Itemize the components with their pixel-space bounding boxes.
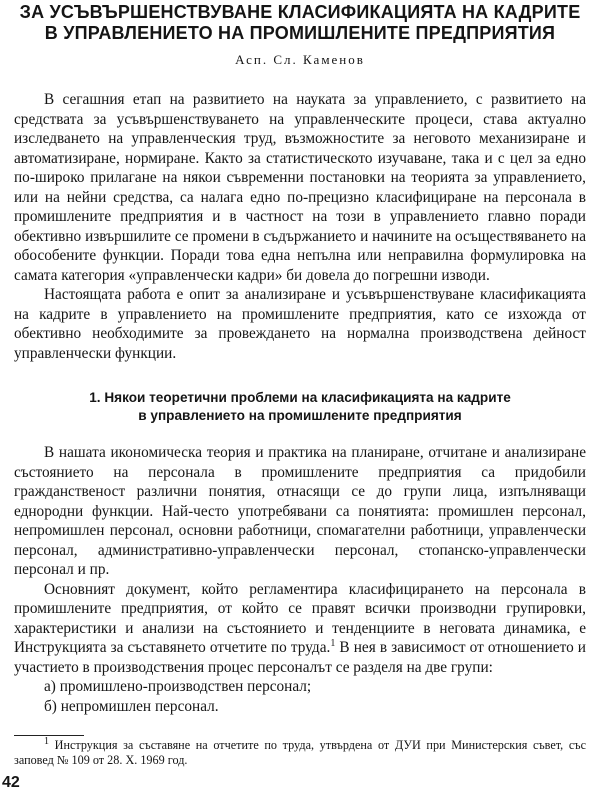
footnote [14,735,586,768]
section-heading [14,389,586,425]
author-name: Асп. Сл. Каменов [235,52,365,67]
section-paragraph-1: В нашата икономическа теория и практика на планиране, отчитане и анализиране състоянието на персонала в промишлените предприятия са придобили гражданственост различни понятия, отнасящи се до групи лица, изпълняващи еднородни функции. Най-често употребявани са понятията: промишлен персонал, непромишлен персонал, основни работници, спомагателни работници, управленчески персонал, административно-управленчески персонал, стопанско-управленчески персонал и пр. [14,444,586,578]
list-item-a: а) промишлено-производствен персонал; [44,678,312,695]
footnote-text [14,735,586,768]
list-item-b: б) непромишлен персонал. [44,697,219,715]
article-title-line-2: В УПРАВЛЕНИЕТО НА ПРОМИШЛЕНИТЕ ПРЕДПРИЯТИЯ [44,23,556,43]
section-paragraph-2-text: Основният документ, който регламентира класифицирането на персонала в промишлените предприятия, от който се правят всички производни групировки, характеристики и анализи на състоянието и тенденциите в неговата динамика, е Инструкцията за съставянето отчетите по труда. [14,580,586,656]
footnote-body: Инструкция за съставяне на отчетите по труда, утвърдена от ДУИ при Министерския съвет, със заповед № 109 от 28. X. 1969 год. [14,738,586,767]
section-heading-line-2: в управлението на промишлените предприятия [138,408,462,423]
page-number: 42 [2,774,20,791]
footnote-marker: 1 [44,735,49,747]
intro-paragraph-1: В сегашния етап на развитието на науката за управлението, с развитието на средствата за усъвършенствуването на управленческите процеси, става актуално изследването на управленческия труд, възможностите за неговото механизиране и автоматизиране, нормиране. Както за статистическото изучаване, така и с цел за едно по-широко прилагане на някои съвременни постановки на теорията за управлението, или на нейни средства, са налага едно по-прецизно класифициране на персонала в промишлените предприятия и в частност на този в управлението главно поради обективно извършилите се промени в съдържанието и начините на осъществяването на обособените функции. Поради това една непълна или неправилна формулировка на самата категория «управленчески кадри» би довела до погрешни изводи. [14,91,586,284]
intro-paragraph-2: Настоящата работа е опит за анализиране и усъвършенствуване класификацията на кадрите в управлението на промишлените предприятия, като се изхожда от обективно необходимите за провеждането на нормална производствена дейност управленчески функции. [14,286,586,362]
article-title-line-1: ЗА УСЪВЪРШЕНСТВУВАНЕ КЛАСИФИКАЦИЯТА НА КАДРИТЕ [19,2,581,22]
article-body [14,90,586,716]
article-title [0,2,600,44]
footnote-divider [14,735,84,736]
section-paragraph-2 [14,580,586,678]
section-heading-line-1: 1. Някои теоретични проблеми на класификацията на кадрите [89,390,511,405]
footnote-reference[interactable]: 1 [330,637,336,649]
section-paragraph-2-tail: В нея в зависимост от отношението и участието в производствения процес персоналът се разделя на две групи: [14,639,586,676]
